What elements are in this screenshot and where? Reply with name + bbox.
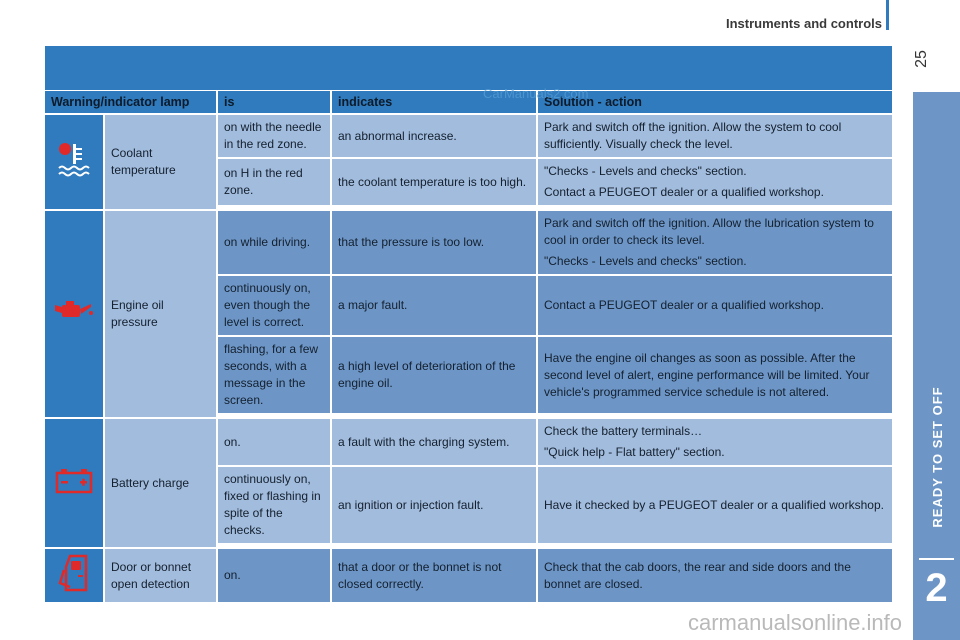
indicates-cell: an ignition or injection fault. [332, 467, 538, 549]
indicates-cell: an abnormal increase. [332, 115, 538, 159]
watermark-site: carmanualsonline.info [688, 610, 903, 635]
chapter-number: 2 [925, 566, 948, 610]
action-cell [538, 211, 892, 276]
table-row [45, 211, 892, 276]
lamp-icon-cell [45, 419, 105, 549]
door-open-icon [56, 553, 92, 598]
action-line: Park and switch off the ignition. Allow the system to cool sufficiently. Visually check the level. [544, 120, 842, 151]
chapter-divider [919, 558, 954, 560]
action-line: Park and switch off the ignition. Allow the lubrication system to cool in order to check its level. [544, 216, 874, 247]
action-cell [538, 276, 892, 337]
header-solution: Solution - action [538, 91, 892, 115]
action-line: Have the engine oil changes as soon as possible. After the second level of alert, engine performance will be limited. Your vehicle's programmed service schedule is not altered. [544, 350, 870, 399]
is-cell: on with the needle in the red zone. [218, 115, 332, 159]
action-cell [538, 467, 892, 549]
header-rule [886, 0, 889, 30]
header-lamp: Warning/indicator lamp [45, 91, 218, 115]
indicates-cell: a fault with the charging system. [332, 419, 538, 467]
is-cell: continuously on, even though the level is correct. [218, 276, 332, 337]
indicates-cell: that a door or the bonnet is not closed correctly. [332, 549, 538, 608]
indicates-cell: that the pressure is too low. [332, 211, 538, 276]
coolant-temperature-icon [54, 140, 94, 185]
action-line: Contact a PEUGEOT dealer or a qualified workshop. [544, 185, 824, 199]
lamp-name: Battery charge [105, 419, 218, 549]
is-cell: on while driving. [218, 211, 332, 276]
lamp-name: Engine oil pressure [105, 211, 218, 419]
chapter-title: READY TO SET OFF [930, 386, 945, 528]
action-line: Have it checked by a PEUGEOT dealer or a qualified workshop. [544, 497, 884, 512]
is-cell: continuously on, fixed or flashing in spite of the checks. [218, 467, 332, 549]
lamp-name: Door or bonnet open detection [105, 549, 218, 608]
action-line: Contact a PEUGEOT dealer or a qualified workshop. [544, 298, 824, 312]
warning-lamps-table [45, 91, 892, 608]
is-cell: on. [218, 419, 332, 467]
table-row [45, 419, 892, 467]
action-cell [538, 159, 892, 211]
action-cell [538, 115, 892, 159]
action-cell [538, 549, 892, 608]
lamp-icon-cell [45, 549, 105, 608]
is-cell: on H in the red zone. [218, 159, 332, 211]
lamp-name: Coolant temperature [105, 115, 218, 211]
oil-can-icon [53, 297, 95, 332]
indicates-cell: the coolant temperature is too high. [332, 159, 538, 211]
action-cell [538, 337, 892, 419]
chapter-sidebar [913, 92, 960, 640]
battery-icon [53, 466, 95, 501]
action-line: "Checks - Levels and checks" section. [544, 164, 747, 178]
indicates-cell: a major fault. [332, 276, 538, 337]
page-number: 25 [913, 50, 930, 68]
action-cell [538, 419, 892, 467]
table-row [45, 115, 892, 159]
table-top-band [45, 46, 892, 90]
lamp-icon-cell [45, 211, 105, 419]
is-cell: on. [218, 549, 332, 608]
action-line: Check that the cab doors, the rear and side doors and the bonnet are closed. [544, 559, 851, 591]
table-header-row [45, 91, 892, 115]
section-title: Instruments and controls [725, 16, 882, 31]
table-row [45, 549, 892, 608]
action-line: "Quick help - Flat battery" section. [544, 445, 725, 459]
header-indicates: indicates [332, 91, 538, 115]
action-line: "Checks - Levels and checks" section. [544, 254, 747, 268]
lamp-icon-cell [45, 115, 105, 211]
watermark-text: CarManuals2.com [483, 86, 589, 101]
action-line: Check the battery terminals… [544, 424, 703, 438]
indicates-cell: a high level of deterioration of the engine oil. [332, 337, 538, 419]
header-is: is [218, 91, 332, 115]
is-cell: flashing, for a few seconds, with a message in the screen. [218, 337, 332, 419]
